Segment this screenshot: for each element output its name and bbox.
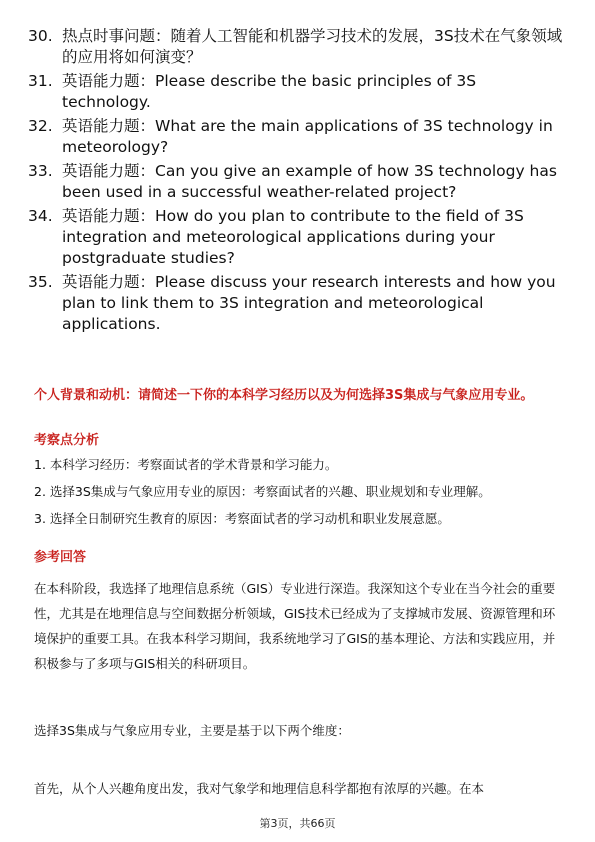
question-item [28, 116, 568, 158]
question-item [28, 206, 568, 269]
analysis-list [34, 456, 562, 537]
analysis-item: 2. 选择3S集成与气象应用专业的原因：考察面试者的兴趣、职业规划和专业理解。 [34, 484, 491, 499]
question-number: 30. [28, 27, 53, 45]
question-text: 英语能力题：Can you give an example of how 3S technology has been used in a successful weather-related project? [62, 162, 557, 201]
analysis-item: 3. 选择全日制研究生教育的原因：考察面试者的学习动机和职业发展意愿。 [34, 511, 450, 526]
question-number: 35. [28, 273, 53, 291]
analysis-item: 1. 本科学习经历：考察面试者的学术背景和学习能力。 [34, 457, 338, 472]
question-item [28, 26, 568, 68]
question-number: 32. [28, 117, 53, 135]
question-list [28, 26, 568, 338]
answer-body [34, 576, 562, 676]
question-number: 34. [28, 207, 53, 225]
question-text: 英语能力题：Please describe the basic principles of 3S technology. [62, 72, 477, 111]
question-text: 英语能力题：What are the main applications of 3S technology in meteorology? [62, 117, 553, 156]
analysis-heading: 考察点分析 [34, 433, 100, 448]
answer-heading: 参考回答 [34, 550, 87, 565]
answer-paragraph: 首先，从个人兴趣角度出发，我对气象学和地理信息科学都抱有浓厚的兴趣。在本 [34, 781, 485, 796]
question-text: 英语能力题：Please discuss your research interests and how you plan to link them to 3S integration and meteorological applications. [62, 273, 556, 333]
question-text: 热点时事问题：随着人工智能和机器学习技术的发展，3S技术在气象领域的应用将如何演变？ [62, 27, 563, 66]
question-text: 英语能力题：How do you plan to contribute to the field of 3S integration and meteorological applications during your postgraduate studies? [62, 207, 524, 267]
page-footer: 第3页，共66页 [259, 817, 336, 830]
answer-paragraph: 在本科阶段，我选择了地理信息系统（GIS）专业进行深造。我深知这个专业在当今社会的重要性，尤其是在地理信息与空间数据分析领域，GIS技术已经成为了支撑城市发展、资源管理和环境保护的重要工具。在我本科学习期间，我系统地学习了GIS的基本理论、方法和实践应用，并积极参与了多项与GIS相关的科研项目。 [34, 581, 556, 671]
section-headline: 个人背景和动机：请简述一下你的本科学习经历以及为何选择3S集成与气象应用专业。 [34, 388, 534, 403]
question-item [28, 161, 568, 203]
question-item [28, 272, 568, 335]
question-number: 33. [28, 162, 53, 180]
question-item [28, 71, 568, 113]
question-number: 31. [28, 72, 53, 90]
answer-paragraph: 选择3S集成与气象应用专业，主要是基于以下两个维度： [34, 723, 350, 738]
